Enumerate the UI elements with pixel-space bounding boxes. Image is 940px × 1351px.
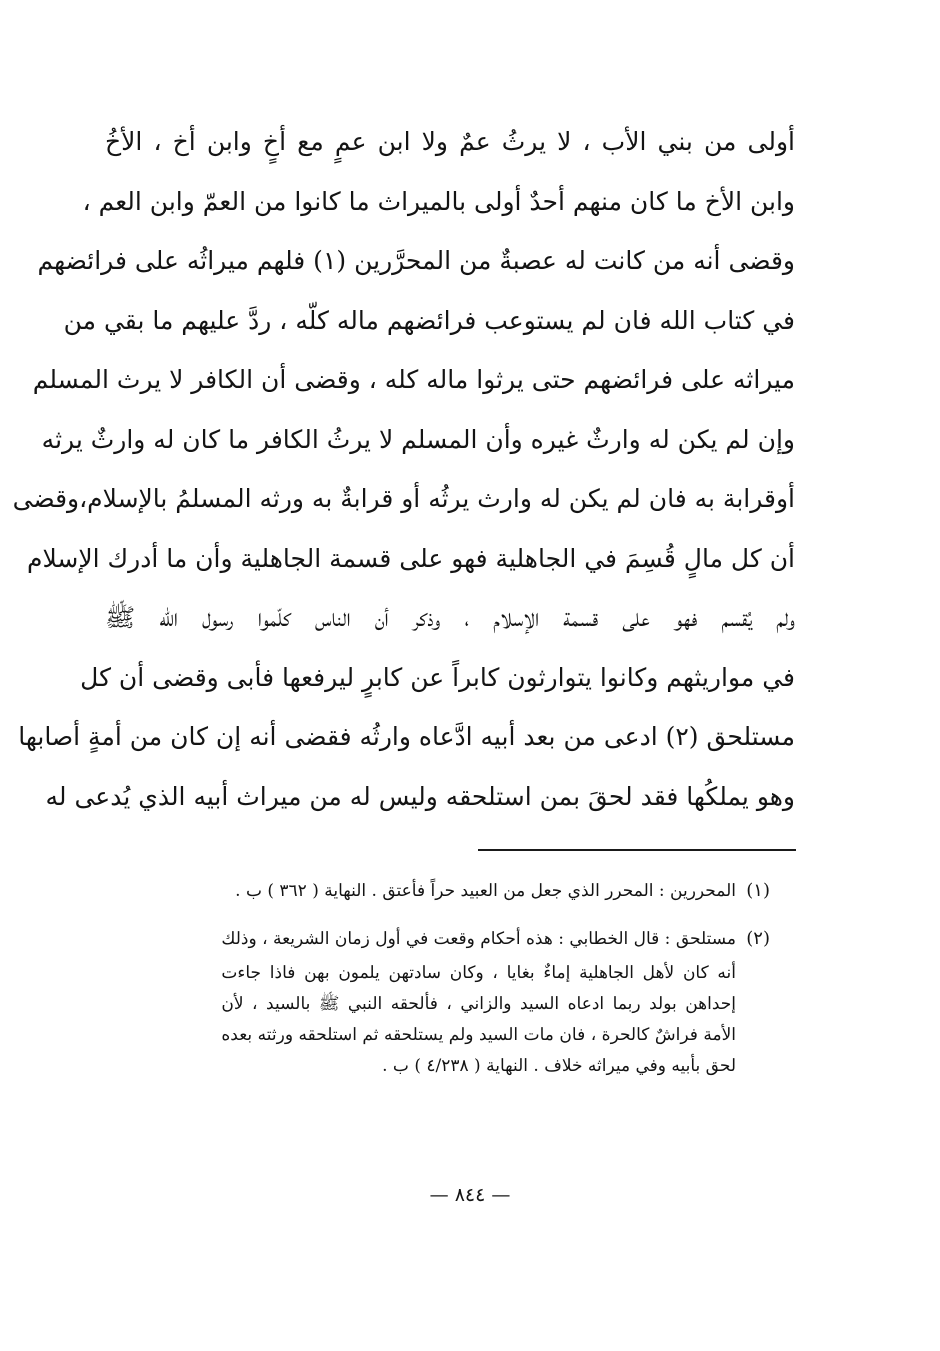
- footnotes-block: [221, 872, 770, 1092]
- text-line: أولى من بني الأب ، لا يرثُ عمٌ ولا ابن عمٍ مع أخٍ وابن أخ ، الأخُ: [105, 127, 795, 156]
- footnote-line: إحداهن بولد ربما ادعاه السيد والزاني ، فألحقه النبي ﷺ بالسيد ، لأن: [221, 994, 736, 1014]
- page-number: — ٨٤٤ —: [429, 1184, 511, 1206]
- text-line: ولم يُقسم فهو على قسمة الإسلام ، وذكر أن الناس كلّموا رسول الله ﷺ: [105, 603, 795, 632]
- text-line: ميراثه على فرائضهم حتى يرثوا ماله كله ، وقضى أن الكافر لا يرث المسلم: [32, 365, 795, 394]
- text-line: وإن لم يكن له وارثٌ غيره وأن المسلم لا يرثُ الكافر ما كان له وارثٌ يرثه: [41, 424, 795, 454]
- footnote-body: [221, 920, 736, 1082]
- footnote-2: [221, 920, 770, 1082]
- text-line: وابن الأخ ما كان منهم أحدٌ أولى بالميراث ما كانوا من العمّ وابن العم ،: [82, 186, 795, 216]
- text-line: مستلحق (٢) ادعى من بعد أبيه ادَّعاه وارثُه فقضى أنه إن كان من أمةٍ أصابها: [18, 722, 795, 751]
- text-line: في كتاب الله فان لم يستوعب فرائضهم ماله كلّه ، ردَّ عليهم ما بقي من: [63, 305, 795, 335]
- footnote-line: لحق بأبيه وفي ميراثه خلاف . النهاية ( ٤/٢٣٨ ) ب .: [382, 1056, 736, 1076]
- footnote-line: المحررين : المحرر الذي جعل من العبيد حراً فأعتق . النهاية ( ٣٦٢ ) ب .: [235, 881, 736, 901]
- footnote-marker: (١): [746, 880, 770, 901]
- text-line: في مواريثهم وكانوا يتوارثون كابراً عن كابرٍ ليرفعها فأبى وقضى أن كل: [80, 662, 795, 692]
- footnote-line: الأمة فراشٌ كالحرة ، فان مات السيد ولم يستلحقه ثم استلحقه ورثته بعده: [221, 1025, 736, 1045]
- text-line: أوقرابة به فان لم يكن له وارث يرثُه أو قرابةٌ به ورثه المسلمُ بالإسلام،وقضى: [12, 484, 795, 513]
- text-line: وقضى أنه من كانت له عصبةٌ من المحرَّرين (١) فلهم ميراثُه على فرائضهم: [37, 246, 795, 275]
- footnote-line: مستلحق : قال الخطابي : هذه أحكام وقعت في أول زمان الشريعة ، وذلك: [221, 929, 736, 949]
- footnote-body: [235, 872, 736, 910]
- text-line: أن كل مالٍ قُسِمَ في الجاهلية فهو على قسمة الجاهلية وأن ما أدرك الإسلام: [27, 543, 795, 573]
- footnote-separator: [478, 849, 796, 851]
- footnote-1: [235, 872, 770, 910]
- main-text-block: [12, 112, 795, 826]
- text-line: وهو يملكُها فقد لحقَ بمن استلحقه وليس له من ميراث أبيه الذي يُدعى له: [45, 781, 795, 811]
- footnote-marker: (٢): [746, 928, 770, 949]
- footnote-line: أنه كان لأهل الجاهلية إماءٌ بغايا ، وكان سادتهن يلمون بهن فاذا جاءت: [221, 963, 736, 983]
